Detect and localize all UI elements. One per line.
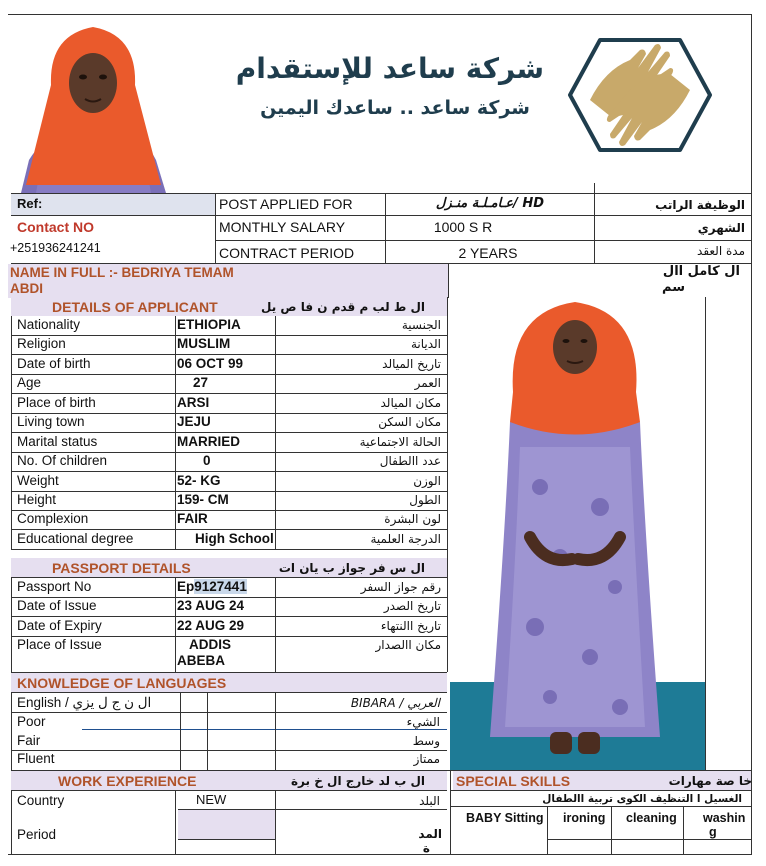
photo-right-line bbox=[705, 297, 706, 770]
row-ar: العمر bbox=[414, 376, 441, 390]
passport-left-line bbox=[11, 577, 12, 672]
page-right-border bbox=[751, 14, 752, 854]
skill-washing-2: g bbox=[709, 825, 717, 839]
row-label: Place of birth bbox=[17, 395, 96, 410]
row-ar: مكان االصدار bbox=[375, 638, 441, 652]
row-ar: الجنسية bbox=[401, 318, 441, 332]
applicant-row bbox=[11, 316, 447, 336]
arabic-label: العربي / BIBARA bbox=[350, 696, 440, 710]
languages-header: KNOWLEDGE OF LANGUAGES bbox=[17, 675, 227, 691]
skills-vsep-2 bbox=[611, 806, 612, 854]
row-ar: تاريخ الصدر bbox=[383, 599, 441, 613]
applicant-row bbox=[11, 335, 447, 355]
row-label: Date of Issue bbox=[17, 598, 97, 613]
salary-ar: الشهري bbox=[697, 221, 745, 235]
row-ar: عدد االطفال bbox=[379, 454, 441, 468]
applicant-row bbox=[11, 355, 447, 375]
skill-cleaning: cleaning bbox=[626, 811, 677, 825]
work-period-cell bbox=[178, 809, 276, 839]
name-vline bbox=[448, 264, 449, 298]
row-value: 52- KG bbox=[177, 473, 221, 488]
row-ar: تاريخ الميالد bbox=[382, 357, 441, 371]
passport-no-highlight: 9127441 bbox=[194, 579, 247, 594]
top-table-vline-3 bbox=[594, 183, 595, 263]
row-label: Age bbox=[17, 375, 42, 390]
level-poor-ar: الشيء bbox=[406, 715, 440, 729]
applicant-full-photo bbox=[450, 297, 705, 770]
period-value: 2 YEARS bbox=[458, 245, 518, 261]
applicant-row bbox=[11, 433, 447, 453]
applicant-vsep-2 bbox=[275, 316, 276, 549]
row-ar: الدرجة العلمية bbox=[370, 532, 441, 546]
skills-ar-labels: الغسيل ا التنظيف الكوى تربية االطفال bbox=[542, 793, 742, 805]
period-ar: المد bbox=[418, 827, 442, 841]
period-ar-2: ة bbox=[422, 841, 430, 855]
level-poor-en: Poor bbox=[17, 714, 46, 729]
applicant-row bbox=[11, 491, 447, 511]
passport-header-en: PASSPORT DETAILS bbox=[52, 560, 191, 576]
company-name-ar: شركة ساعد للإستقدام bbox=[235, 52, 544, 85]
company-logo bbox=[560, 30, 720, 160]
skills-header-en: SPECIAL SKILLS bbox=[456, 773, 571, 789]
row-ar: الوزن bbox=[413, 474, 441, 488]
row-value: 23 AUG 24 bbox=[177, 598, 245, 613]
row-label: Educational degree bbox=[17, 531, 134, 546]
applicant-row bbox=[11, 510, 447, 530]
applicant-left-line bbox=[11, 316, 12, 549]
row-label: Date of birth bbox=[17, 356, 91, 371]
level-fair-en: Fair bbox=[17, 733, 41, 748]
contact-label: Contact NO bbox=[17, 219, 94, 235]
top-table-vline-2 bbox=[385, 193, 386, 263]
languages-box-b bbox=[208, 692, 276, 770]
row-value: MUSLIM bbox=[177, 336, 231, 351]
skills-vsep-3 bbox=[683, 806, 684, 854]
passport-vsep-1 bbox=[175, 577, 176, 672]
row-value: 159- CM bbox=[177, 492, 229, 507]
applicant-row bbox=[11, 374, 447, 394]
work-line-1 bbox=[11, 790, 447, 791]
row-ar: تاريخ االنتهاء bbox=[380, 619, 441, 633]
row-label: Living town bbox=[17, 414, 85, 429]
row-value-2: ABEBA bbox=[177, 653, 226, 668]
row-value: JEJU bbox=[177, 414, 211, 429]
applicant-right-line bbox=[447, 297, 448, 672]
work-line-2 bbox=[178, 809, 447, 810]
row-value: 0 bbox=[203, 453, 211, 468]
english-label: English / ال ن ج ل يزي bbox=[17, 695, 152, 710]
skill-washing: washin bbox=[703, 811, 746, 825]
country-label: Country bbox=[17, 793, 65, 808]
skill-ironing: ironing bbox=[563, 811, 606, 825]
period-label: Period bbox=[17, 827, 57, 842]
top-table-vline-1 bbox=[215, 193, 216, 263]
row-label: Marital status bbox=[17, 434, 98, 449]
applicant-row bbox=[11, 413, 447, 433]
applicant-row bbox=[11, 530, 447, 550]
row-ar: الديانة bbox=[410, 337, 441, 351]
applicant-row bbox=[11, 394, 447, 414]
applicant-header-ar: ال ط لب م قدم ن فا ص يل bbox=[261, 300, 425, 314]
salary-value: 1000 S R bbox=[433, 219, 493, 235]
passport-no-value bbox=[177, 579, 275, 594]
row-ar: رقم جواز السفر bbox=[360, 580, 441, 594]
languages-left-line bbox=[11, 692, 12, 770]
passport-no-label: Passport No bbox=[17, 579, 92, 594]
company-slogan-ar: شركة ساعد .. ساعدك اليمين bbox=[260, 97, 530, 119]
work-vsep-2 bbox=[275, 790, 276, 854]
row-ar: لون البشرة bbox=[384, 512, 441, 526]
passport-header-ar: ال س فر جواز ب يان ات bbox=[278, 561, 425, 575]
row-value: ARSI bbox=[177, 395, 210, 410]
row-value: ADDIS bbox=[189, 637, 232, 652]
skills-header-ar: خا صة مهارات bbox=[668, 774, 752, 788]
period-label: CONTRACT PERIOD bbox=[219, 245, 355, 261]
row-value: High School bbox=[195, 531, 274, 546]
skills-line-3 bbox=[547, 839, 751, 840]
post-label: POST APPLIED FOR bbox=[219, 196, 353, 212]
skills-vsep-1 bbox=[547, 806, 548, 854]
languages-box-a bbox=[180, 692, 208, 770]
bottom-mid-line bbox=[450, 770, 451, 854]
row-value: 06 OCT 99 bbox=[177, 356, 244, 371]
skill-baby-sitting: BABY Sitting bbox=[466, 811, 544, 825]
applicant-header-en: DETAILS OF APPLICANT bbox=[52, 299, 218, 315]
row-label: Place of Issue bbox=[17, 637, 102, 652]
level-fluent-en: Fluent bbox=[17, 751, 55, 766]
name-label-en: NAME IN FULL :- BEDRIYA TEMAM bbox=[10, 265, 234, 280]
passport-row bbox=[11, 597, 447, 617]
passport-row bbox=[11, 578, 447, 598]
row-value: MARRIED bbox=[177, 434, 240, 449]
row-ar: الطول bbox=[409, 493, 441, 507]
applicant-row bbox=[11, 472, 447, 492]
work-left-line bbox=[11, 790, 12, 854]
work-vsep-1 bbox=[175, 790, 176, 854]
passport-row bbox=[11, 636, 447, 673]
top-table-line-3 bbox=[215, 240, 751, 241]
row-ar: مكان الميالد bbox=[380, 396, 441, 410]
row-label: Nationality bbox=[17, 317, 81, 332]
row-label: Date of Expiry bbox=[17, 618, 102, 633]
row-label: No. Of children bbox=[17, 453, 108, 468]
period-ar: مدة العقد bbox=[697, 244, 745, 258]
row-label: Religion bbox=[17, 336, 66, 351]
row-label: Complexion bbox=[17, 511, 89, 526]
post-value: HD /عـامـلـة منـزل bbox=[435, 196, 545, 211]
applicant-vsep-1 bbox=[175, 316, 176, 549]
work-header-en: WORK EXPERIENCE bbox=[58, 773, 197, 789]
passport-vsep-2 bbox=[275, 577, 276, 672]
row-label: Weight bbox=[17, 473, 59, 488]
row-ar: مكان السكن bbox=[378, 415, 441, 429]
passport-row bbox=[11, 617, 447, 637]
name-label-ar: ال كامل اال bbox=[662, 264, 740, 279]
applicant-row bbox=[11, 452, 447, 472]
country-value: NEW bbox=[196, 792, 227, 807]
ref-label: Ref: bbox=[17, 196, 43, 211]
work-header-ar: ال ب لد خارج ال خ برة bbox=[290, 774, 425, 788]
level-fair-ar: وسط bbox=[412, 734, 440, 748]
salary-label: MONTHLY SALARY bbox=[219, 219, 346, 235]
level-fluent-ar: ممتاز bbox=[413, 752, 440, 766]
row-ar: الحالة الاجتماعية bbox=[359, 435, 441, 449]
contact-phone: +251936241241 bbox=[10, 241, 101, 255]
name-label-en-2: ABDI bbox=[10, 281, 43, 296]
row-value: FAIR bbox=[177, 511, 208, 526]
work-line-3 bbox=[178, 839, 276, 840]
row-value: ETHIOPIA bbox=[177, 317, 241, 332]
row-value: 27 bbox=[193, 375, 209, 390]
post-ar: الوظيفة الراتب bbox=[655, 198, 745, 212]
applicant-headshot bbox=[11, 15, 176, 193]
skills-line-2 bbox=[450, 806, 751, 807]
name-label-ar-2: سم bbox=[662, 280, 685, 295]
row-value: 22 AUG 29 bbox=[177, 618, 245, 633]
row-label: Height bbox=[17, 492, 57, 507]
country-ar: البلد bbox=[419, 794, 440, 808]
passport-no-prefix: Ep bbox=[177, 579, 195, 594]
top-table-line-2 bbox=[11, 215, 751, 216]
